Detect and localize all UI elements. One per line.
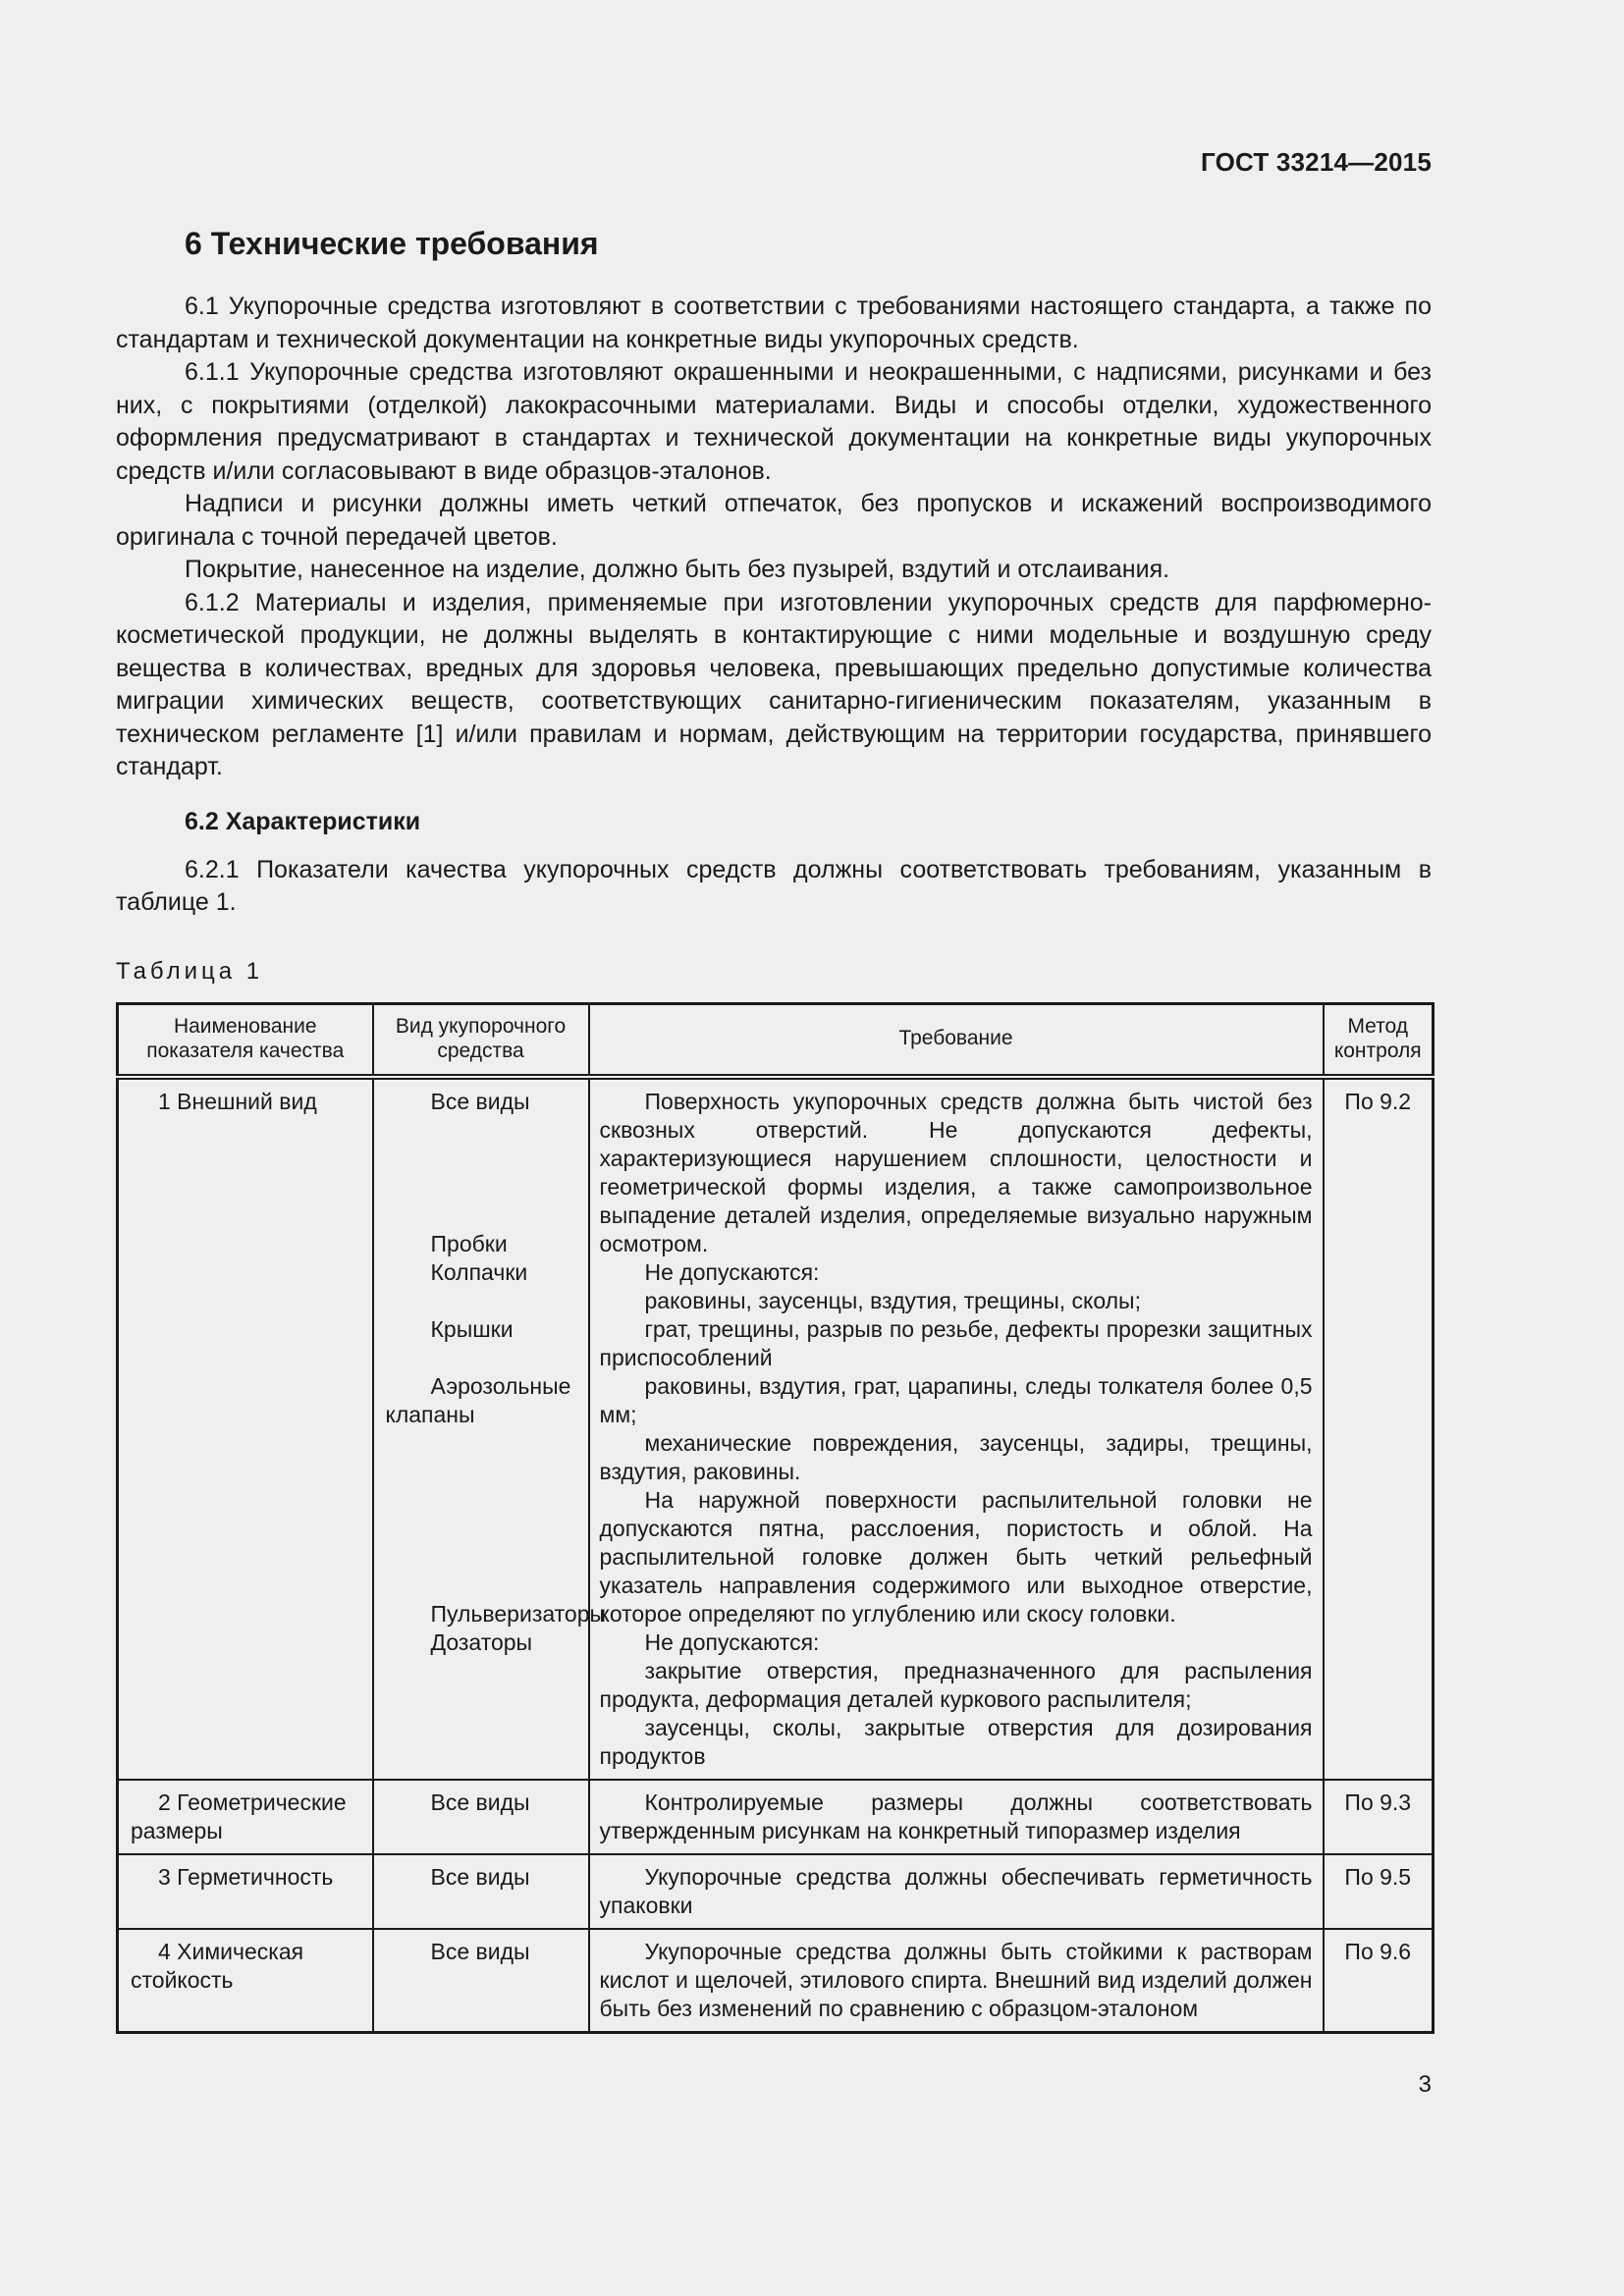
cell-requirement: Контролируемые размеры должны соответствовать утвержденным рисункам на конкретный типоразмер изделия — [589, 1780, 1324, 1854]
header-requirement: Требование — [589, 1003, 1324, 1077]
cell-method: По 9.3 — [1324, 1780, 1434, 1854]
table-row — [118, 1780, 1434, 1854]
cell-method: По 9.5 — [1324, 1854, 1434, 1929]
cell-indicator: 2 Геометрические размеры — [118, 1780, 373, 1854]
cell-method: По 9.6 — [1324, 1929, 1434, 2033]
cell-method: По 9.2 — [1324, 1077, 1434, 1780]
cell-indicator: 3 Герметичность — [118, 1854, 373, 1929]
cell-requirement: Поверхность укупорочных средств должна быть чистой без сквозных отверстий. Не допускаются дефекты, характеризующиеся нарушением сплошности, целостности и геометрической формы изделия, а также самопроизвольное выпадение деталей изделия, определяемые визуально наружным осмотром. Не допускаются: раковины, заусенцы, вздутия, трещины, сколы; грат, трещины, разрыв по резьбе, дефекты прорезки защитных приспособлений раковины, вздутия, грат, царапины, следы толкателя более 0,5 мм; механические повреждения, заусенцы, задиры, трещины, вздутия, раковины. На наружной поверхности распылительной головки не допускаются пятна, расслоения, пористость и облой. На распылительной головке должен быть четкий рельефный указатель направления содержимого или выходное отверстие, которое определяют по углублению или скосу головки. Не допускаются: закрытие отверстия, предназначенного для распыления продукта, деформация деталей куркового распылителя; заусенцы, сколы, закрытые отверстия для дозирования продуктов — [589, 1077, 1324, 1780]
cell-indicator: 4 Химическая стойкость — [118, 1929, 373, 2033]
cell-type: Все виды — [373, 1929, 589, 2033]
paragraph: 6.2.1 Показатели качества укупорочных средств должны соответствовать требованиям, указанным в таблице 1. — [116, 855, 1432, 916]
table-row — [118, 1929, 1434, 2033]
cell-type: Все виды — [373, 1780, 589, 1854]
cell-type: Все виды Пробки Колпачки Крышки Аэрозольные клапаны Пульверизаторы Дозаторы — [373, 1077, 589, 1780]
paragraph: 6.1 Укупорочные средства изготовляют в соответствии с требованиями настоящего стандарта, а также по стандартам и технической документации на конкретные виды укупорочных средств. — [116, 293, 1432, 353]
document-code: ГОСТ 33214—2015 — [1201, 147, 1432, 177]
table-header-row — [118, 1003, 1434, 1077]
paragraph: 6.1.1 Укупорочные средства изготовляют окрашенными и неокрашенными, с надписями, рисунками и без них, с покрытиями (отделкой) лакокрасочными материалами. Виды и способы отделки, художественного оформления предусматривают в стандартах и технической документации на конкретные виды укупорочных средств и/или согласовывают в виде образцов-эталонов. — [116, 358, 1432, 485]
requirements-table — [116, 1002, 1435, 2034]
page-content — [116, 220, 1432, 2034]
header-type: Вид укупорочного средства — [373, 1003, 589, 1077]
paragraph: 6.1.2 Материалы и изделия, применяемые при изготовлении укупорочных средств для парфюмерно-косметической продукции, не должны выделять в контактирующие с ними модельные и воздушную среду вещества в количествах, вредных для здоровья человека, превышающих предельно допустимые количества миграции химических веществ, соответствующих санитарно-гигиеническим показателям, указанным в техническом регламенте [1] и/или правилам и нормам, действующим на территории государства, принявшего стандарт. — [116, 588, 1432, 780]
paragraph: Надписи и рисунки должны иметь четкий отпечаток, без пропусков и искажений воспроизводимого оригинала с точной передачей цветов. — [116, 490, 1432, 551]
cell-requirement: Укупорочные средства должны обеспечивать герметичность упаковки — [589, 1854, 1324, 1929]
header-method: Метод контроля — [1324, 1003, 1434, 1077]
section-title: 6 Технические требования — [185, 226, 599, 261]
table-caption: Таблица 1 — [116, 957, 264, 985]
table-row — [118, 1077, 1434, 1780]
header-indicator: Наименование показателя качества — [118, 1003, 373, 1077]
page-number: 3 — [1418, 2071, 1432, 2098]
table-row — [118, 1854, 1434, 1929]
subsection-title: 6.2 Характеристики — [185, 807, 421, 835]
cell-requirement: Укупорочные средства должны быть стойкими к растворам кислот и щелочей, этилового спирта. Внешний вид изделий должен быть без изменений по сравнению с образцом-эталоном — [589, 1929, 1324, 2033]
cell-type: Все виды — [373, 1854, 589, 1929]
paragraph: Покрытие, нанесенное на изделие, должно быть без пузырей, вздутий и отслаивания. — [185, 556, 1170, 583]
cell-indicator: 1 Внешний вид — [118, 1077, 373, 1780]
